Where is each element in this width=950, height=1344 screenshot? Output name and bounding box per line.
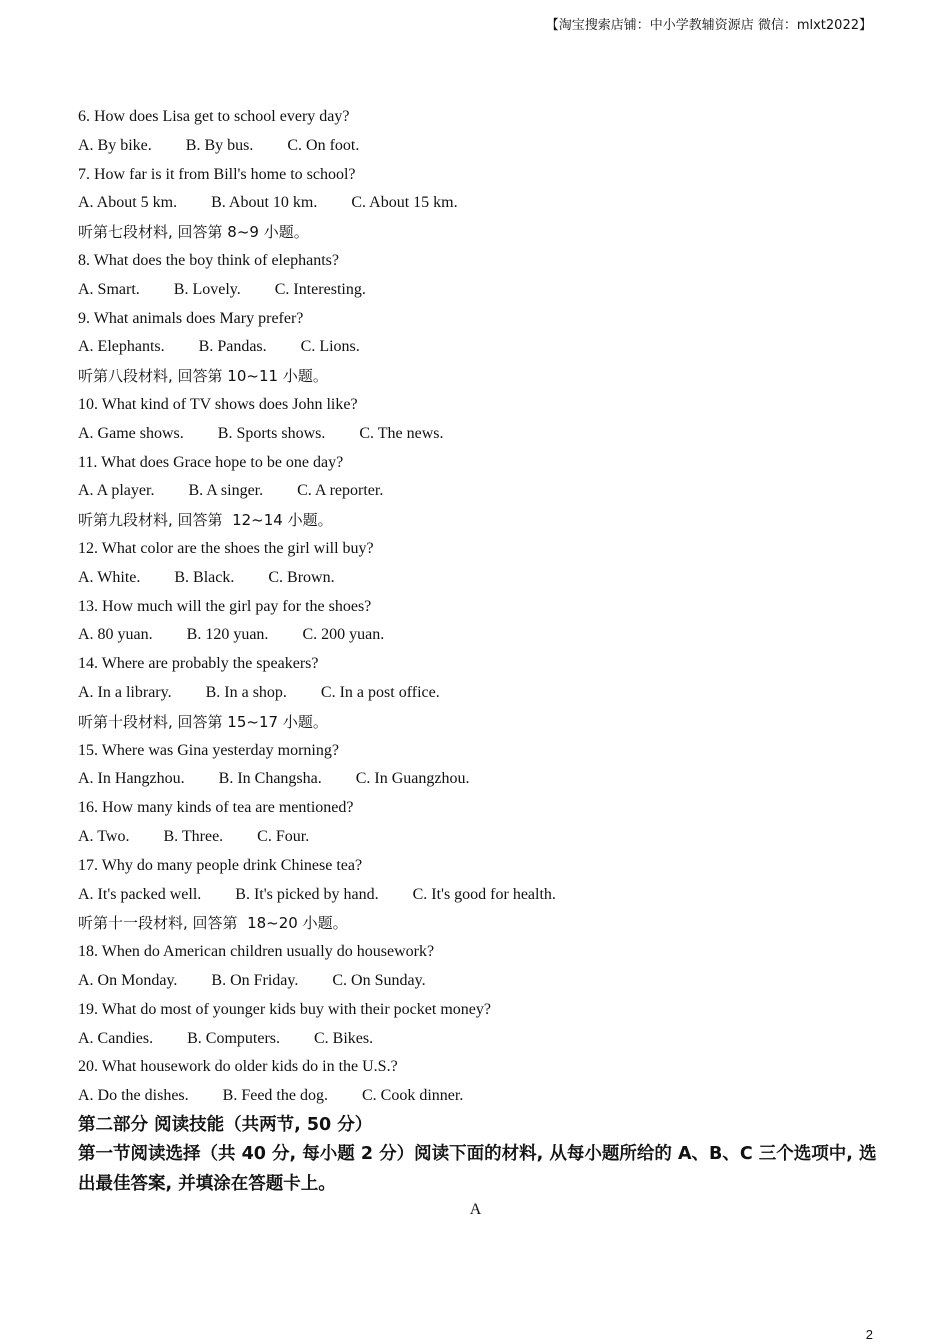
question-text: 10. What kind of TV shows does John like? <box>78 395 358 413</box>
answer-option: C. A reporter. <box>297 482 384 500</box>
question-text: 18. When do American children usually do housework? <box>78 943 435 961</box>
answer-options <box>78 333 878 362</box>
question-text: 9. What animals does Mary prefer? <box>78 309 304 327</box>
answer-option: B. It's picked by hand. <box>235 885 379 903</box>
section-instruction: 听第七段材料, 回答第 8~9 小题。 <box>78 223 309 242</box>
answer-option: B. Sports shows. <box>217 424 326 442</box>
answer-option: A. It's packed well. <box>78 885 202 903</box>
answer-option: B. 120 yuan. <box>186 626 269 644</box>
answer-option: A. About 5 km. <box>78 194 178 212</box>
answer-option: C. Interesting. <box>274 280 366 298</box>
question-list <box>78 103 878 1111</box>
question-text: 14. Where are probably the speakers? <box>78 655 319 673</box>
answer-option: C. Lions. <box>300 338 360 356</box>
answer-option: A. Game shows. <box>78 424 184 442</box>
answer-option: A. In Hangzhou. <box>78 770 185 788</box>
answer-options <box>78 276 878 305</box>
answer-option: C. It's good for health. <box>412 885 556 903</box>
answer-option: B. Lovely. <box>173 280 241 298</box>
answer-options <box>78 477 878 506</box>
section-instruction: 听第十段材料, 回答第 15~17 小题。 <box>78 712 328 731</box>
answer-option: C. The news. <box>359 424 444 442</box>
answer-option: A. Smart. <box>78 280 140 298</box>
section-instruction: 听第八段材料, 回答第 10~11 小题。 <box>78 367 328 386</box>
answer-option: A. Two. <box>78 827 130 845</box>
question-text: 6. How does Lisa get to school every day? <box>78 108 350 125</box>
answer-option: A. In a library. <box>78 683 172 701</box>
answer-option: C. Brown. <box>268 568 335 586</box>
question-text: 16. How many kinds of tea are mentioned? <box>78 799 354 817</box>
answer-option: C. About 15 km. <box>351 194 458 212</box>
answer-option: C. In Guangzhou. <box>355 770 470 788</box>
answer-options <box>78 189 878 218</box>
answer-option: C. Bikes. <box>314 1029 374 1047</box>
answer-options <box>78 679 878 708</box>
question-text: 20. What housework do older kids do in the U.S.? <box>78 1058 398 1076</box>
answer-option: B. Feed the dog. <box>222 1087 328 1105</box>
answer-options <box>78 1082 878 1111</box>
answer-option: B. In a shop. <box>205 683 287 701</box>
answer-options <box>78 823 878 852</box>
question-text: 13. How much will the girl pay for the shoes? <box>78 597 372 615</box>
answer-option: B. By bus. <box>185 136 254 154</box>
answer-option: B. Computers. <box>187 1029 280 1047</box>
question-text: 7. How far is it from Bill's home to school? <box>78 165 356 183</box>
question-text: 8. What does the boy think of elephants? <box>78 251 339 269</box>
answer-option: B. Three. <box>163 827 224 845</box>
part-two-instructions: 第一节阅读选择（共 40 分, 每小题 2 分）阅读下面的材料, 从每小题所给的 A、B、C 三个选项中, 选出最佳答案, 并填涂在答题卡上。 <box>78 1144 877 1194</box>
answer-option: B. In Changsha. <box>218 770 322 788</box>
part-two-title: 第二部分 阅读技能（共两节, 50 分） <box>78 1114 373 1135</box>
passage-label: A <box>469 1201 482 1219</box>
answer-option: A. By bike. <box>78 136 152 154</box>
answer-options <box>78 621 878 650</box>
answer-option: C. On foot. <box>287 136 360 154</box>
answer-options <box>78 132 878 161</box>
answer-options <box>78 765 878 794</box>
answer-option: B. Black. <box>174 568 235 586</box>
answer-options <box>78 967 878 996</box>
answer-option: B. About 10 km. <box>211 194 318 212</box>
answer-option: A. Do the dishes. <box>78 1087 189 1105</box>
answer-option: C. In a post office. <box>320 683 440 701</box>
answer-option: C. Four. <box>257 827 310 845</box>
answer-option: B. A singer. <box>188 482 264 500</box>
answer-option: C. On Sunday. <box>332 971 426 989</box>
answer-option: C. 200 yuan. <box>302 626 385 644</box>
question-text: 17. Why do many people drink Chinese tea? <box>78 856 363 874</box>
section-instruction: 听第九段材料, 回答第 12~14 小题。 <box>78 511 333 530</box>
answer-options <box>78 564 878 593</box>
answer-option: A. Elephants. <box>78 338 165 356</box>
document-body <box>78 103 878 1219</box>
answer-options <box>78 420 878 449</box>
answer-options <box>78 1025 878 1054</box>
answer-option: A. On Monday. <box>78 971 178 989</box>
section-instruction: 听第十一段材料, 回答第 18~20 小题。 <box>78 914 348 933</box>
answer-option: A. A player. <box>78 482 155 500</box>
question-text: 19. What do most of younger kids buy with their pocket money? <box>78 1000 491 1018</box>
answer-option: B. Pandas. <box>198 338 267 356</box>
page-number: 2 <box>865 1327 873 1342</box>
question-text: 12. What color are the shoes the girl will buy? <box>78 539 374 557</box>
question-text: 11. What does Grace hope to be one day? <box>78 453 344 471</box>
answer-options <box>78 881 878 910</box>
answer-option: A. White. <box>78 568 141 586</box>
answer-option: A. 80 yuan. <box>78 626 153 644</box>
answer-option: A. Candies. <box>78 1029 154 1047</box>
answer-option: B. On Friday. <box>211 971 299 989</box>
header-watermark-note: 【淘宝搜索店铺：中小学教辅资源店 微信：mlxt2022】 <box>545 18 872 33</box>
question-text: 15. Where was Gina yesterday morning? <box>78 741 339 759</box>
answer-option: C. Cook dinner. <box>361 1087 464 1105</box>
